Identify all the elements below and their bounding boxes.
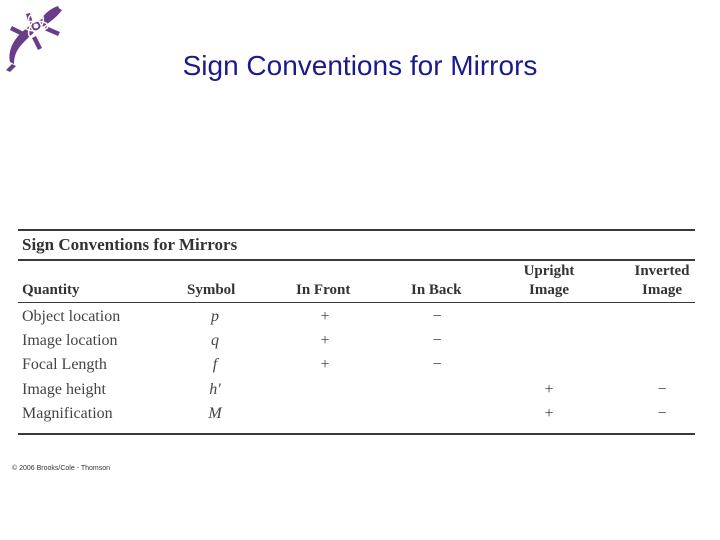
row-in-back: −: [432, 356, 442, 373]
row-symbol: M: [208, 405, 222, 422]
row-symbol: f: [212, 356, 218, 373]
row-upright: +: [544, 381, 554, 398]
row-quantity: Focal Length: [22, 356, 107, 373]
header-inverted-image: [620, 262, 704, 300]
table-top-rule: [18, 229, 695, 231]
row-in-front: +: [320, 356, 330, 373]
table-bottom-rule: [18, 433, 695, 435]
row-symbol: q: [211, 332, 219, 349]
row-quantity: Magnification: [22, 405, 113, 422]
header-upright-line1: Upright: [523, 263, 575, 279]
header-quantity: Quantity: [22, 282, 80, 298]
row-quantity: Image height: [22, 381, 106, 398]
copyright-notice: © 2006 Brooks/Cole - Thomson: [12, 465, 111, 472]
slide-title: Sign Conventions for Mirrors: [182, 50, 538, 81]
header-in-front: In Front: [296, 282, 351, 298]
row-in-back: −: [432, 308, 442, 325]
row-quantity: Image location: [22, 332, 118, 349]
table-header-rule: [18, 302, 695, 303]
header-symbol: Symbol: [187, 282, 236, 298]
row-in-front: +: [320, 308, 330, 325]
row-in-back: −: [432, 332, 442, 349]
header-upright-line2: Image: [529, 282, 569, 298]
row-quantity: Object location: [22, 308, 121, 325]
header-inverted-line1: Inverted: [634, 263, 690, 279]
row-symbol: p: [211, 308, 219, 325]
table-title-rule: [18, 259, 695, 261]
row-in-front: +: [320, 332, 330, 349]
table-title: Sign Conventions for Mirrors: [22, 235, 238, 254]
row-inverted: −: [657, 405, 667, 422]
row-upright: +: [544, 405, 554, 422]
row-symbol: h′: [209, 381, 221, 398]
header-upright-image: [508, 262, 590, 300]
header-inverted-line2: Image: [642, 282, 682, 298]
header-in-back: In Back: [411, 282, 462, 298]
row-inverted: −: [657, 381, 667, 398]
